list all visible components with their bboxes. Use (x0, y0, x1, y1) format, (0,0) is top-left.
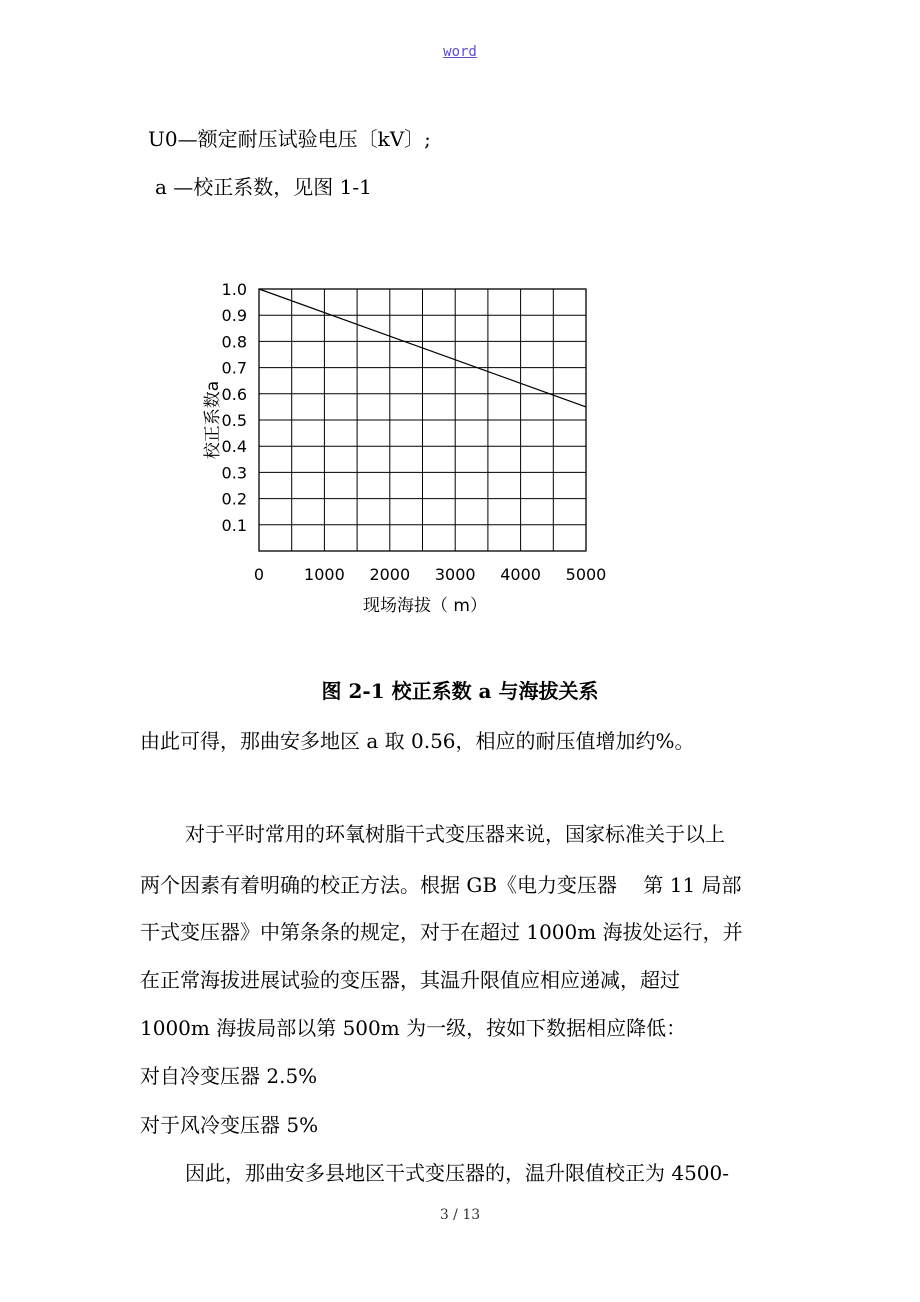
chart-grid (259, 289, 586, 551)
x-tick-label: 4000 (500, 565, 541, 584)
y-tick-label: 0.5 (221, 411, 247, 430)
paragraph-conclusion: 由此可得，那曲安多地区 a 取 0.56，相应的耐压值增加约%。 (140, 729, 695, 753)
y-tick-label: 0.1 (221, 515, 247, 535)
paragraph-line-2: 两个因素有着明确的校正方法。根据 GB《电力变压器 第 11 局部 (140, 873, 742, 897)
page-number: 3 / 13 (439, 1207, 481, 1223)
y-tick-label: 0.8 (221, 332, 247, 352)
paragraph-line-1: 对于平时常用的环氧树脂干式变压器来说，国家标准关于以上 (185, 822, 725, 846)
x-tick-label: 5000 (565, 565, 607, 584)
y-tick-label: 0.6 (221, 384, 247, 404)
intro-line-u0: U0—额定耐压试验电压〔kV〕; (148, 127, 431, 151)
paragraph-line-4: 在正常海拔进展试验的变压器，其温升限值应相应递减，超过 (140, 968, 680, 992)
y-tick-label: 0.9 (221, 306, 247, 326)
y-tick-label: 0.2 (221, 489, 247, 509)
header-word-link[interactable]: word (443, 44, 477, 60)
chart-x-axis-label: 现场海拔（ m） (363, 596, 487, 616)
x-tick-label: 1000 (304, 565, 345, 584)
chart-x-ticks (254, 565, 606, 584)
correction-factor-chart (180, 270, 620, 630)
paragraph-therefore: 因此，那曲安多县地区干式变压器的，温升限值校正为 4500- (185, 1161, 730, 1185)
x-tick-label: 3000 (434, 565, 476, 584)
intro-line-a: a —校正系数，见图 1-1 (155, 175, 372, 199)
x-tick-label: 2000 (369, 565, 411, 584)
chart-y-axis-label: 校正系数a (203, 380, 223, 460)
chart-y-ticks (222, 280, 247, 535)
y-tick-label: 0.3 (221, 463, 247, 483)
item-air-cooled: 对于风冷变压器 5% (140, 1113, 319, 1137)
figure-caption: 图 2-1 校正系数 a 与海拔关系 (321, 679, 599, 703)
y-tick-label: 1.0 (221, 280, 247, 299)
y-tick-label: 0.7 (221, 358, 247, 378)
paragraph-line-5: 1000m 海拔局部以第 500m 为一级，按如下数据相应降低： (140, 1016, 687, 1040)
y-tick-label: 0.4 (221, 437, 247, 457)
paragraph-line-3: 干式变压器》中第条条的规定，对于在超过 1000m 海拔处运行，并 (140, 920, 743, 944)
item-self-cooled: 对自冷变压器 2.5% (140, 1064, 318, 1088)
x-tick-label: 0 (253, 565, 265, 584)
